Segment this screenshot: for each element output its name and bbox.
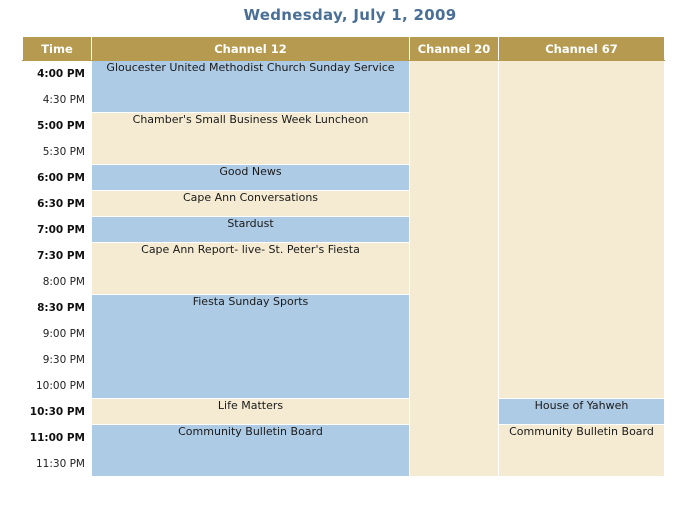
channel-20-empty <box>410 61 499 477</box>
show-cell[interactable]: Cape Ann Report- live- St. Peter's Fiesta <box>92 243 410 295</box>
time-slot: 10:30 PM <box>23 399 92 425</box>
show-cell[interactable]: Fiesta Sunday Sports <box>92 295 410 399</box>
time-slot: 11:00 PM <box>23 425 92 451</box>
time-slot: 4:00 PM <box>23 61 92 87</box>
table-row <box>23 399 665 425</box>
header-time: Time <box>23 37 92 61</box>
schedule-table <box>22 36 665 477</box>
time-slot: 9:30 PM <box>23 347 92 373</box>
time-slot: 10:00 PM <box>23 373 92 399</box>
show-cell[interactable]: House of Yahweh <box>499 399 665 425</box>
page-title: Wednesday, July 1, 2009 <box>243 6 457 24</box>
show-cell[interactable]: Chamber's Small Business Week Luncheon <box>92 113 410 165</box>
time-slot: 11:30 PM <box>23 451 92 477</box>
show-cell[interactable]: Cape Ann Conversations <box>92 191 410 217</box>
time-slot: 7:00 PM <box>23 217 92 243</box>
show-cell[interactable]: Stardust <box>92 217 410 243</box>
time-slot: 6:30 PM <box>23 191 92 217</box>
time-slot: 5:00 PM <box>23 113 92 139</box>
table-row <box>23 61 665 87</box>
header-channel-12: Channel 12 <box>92 37 410 61</box>
table-row <box>23 425 665 451</box>
time-slot: 6:00 PM <box>23 165 92 191</box>
show-cell[interactable]: Life Matters <box>92 399 410 425</box>
time-slot: 5:30 PM <box>23 139 92 165</box>
time-slot: 4:30 PM <box>23 87 92 113</box>
show-cell[interactable]: Gloucester United Methodist Church Sunday Service <box>92 61 410 113</box>
header-channel-67: Channel 67 <box>499 37 665 61</box>
time-slot: 7:30 PM <box>23 243 92 269</box>
show-cell[interactable]: Good News <box>92 165 410 191</box>
header-channel-20: Channel 20 <box>410 37 499 61</box>
show-cell[interactable]: Community Bulletin Board <box>92 425 410 477</box>
time-slot: 9:00 PM <box>23 321 92 347</box>
time-slot: 8:00 PM <box>23 269 92 295</box>
channel-67-empty <box>499 61 665 399</box>
show-cell[interactable]: Community Bulletin Board <box>499 425 665 477</box>
time-slot: 8:30 PM <box>23 295 92 321</box>
header-row <box>23 37 665 61</box>
